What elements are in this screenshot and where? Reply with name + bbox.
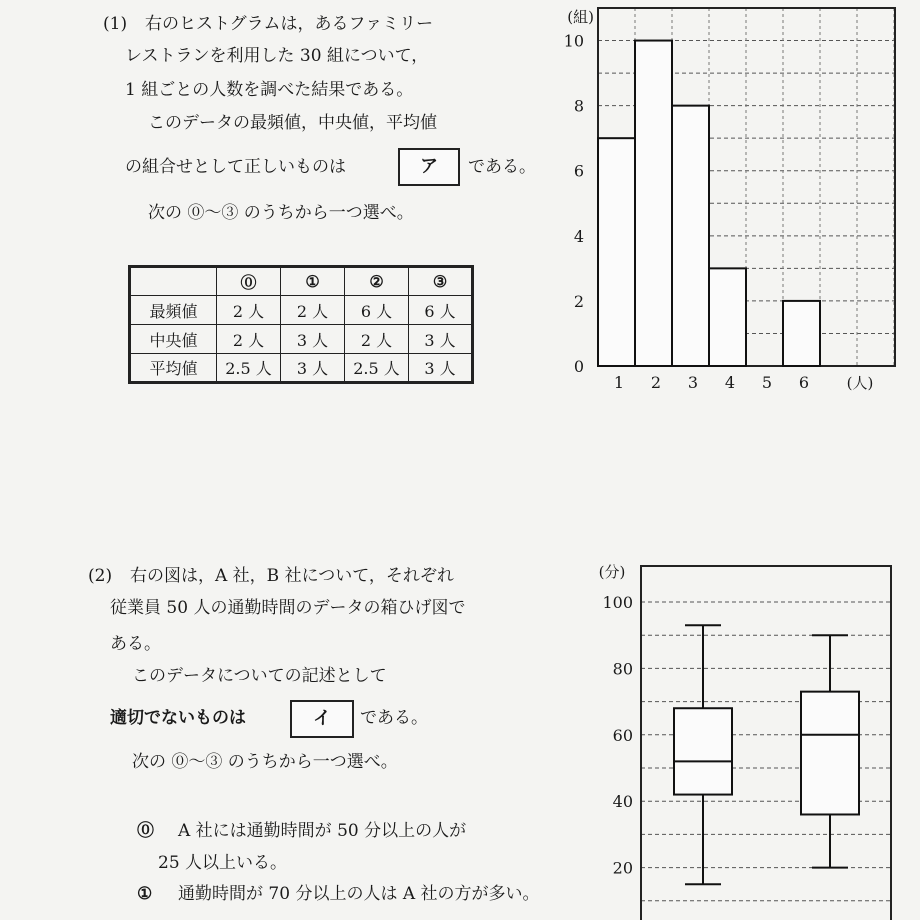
table-header-cell: ⓪ — [217, 267, 281, 296]
q1-line-5: の組合せとして正しいものは — [125, 157, 346, 177]
table-cell: 2.5 人 — [217, 354, 281, 383]
q2-line-5: 適切でないものは — [110, 708, 246, 728]
table-cell: 2.5 人 — [345, 354, 409, 383]
q2-number: (2) — [88, 566, 113, 586]
table-cell: 3 人 — [409, 325, 473, 354]
q1-number: (1) — [103, 14, 128, 34]
table-cell: 2 人 — [217, 325, 281, 354]
q1-line-2: レストランを利用した 30 組について， — [125, 46, 429, 66]
hist-bar — [709, 268, 746, 366]
table-cell: 2 人 — [281, 296, 345, 325]
box-y-axis-label: (分) — [598, 563, 626, 581]
table-cell: 3 人 — [281, 354, 345, 383]
q1-line-7: 次の ⓪～③ のうちから一つ選べ。 — [148, 203, 414, 223]
table-cell: 2 人 — [217, 296, 281, 325]
hist-bar — [635, 41, 672, 366]
table-cell: 6 人 — [345, 296, 409, 325]
hist-x-tick-label: 5 — [761, 373, 773, 392]
hist-bar — [783, 301, 820, 366]
q2-line-1: 右の図は，A 社，B 社について，それぞれ — [130, 566, 454, 586]
table-header-cell: ③ — [409, 267, 473, 296]
q1-answer-box: ア — [398, 148, 460, 186]
hist-y-axis-label: (組) — [567, 8, 594, 26]
box-y-tick-label: 40 — [612, 792, 633, 812]
hist-bar — [672, 106, 709, 366]
hist-y-tick-label: 10 — [563, 31, 584, 51]
table-cell: 3 人 — [409, 354, 473, 383]
table-row-label: 中央値 — [130, 325, 217, 354]
table-header-cell: ② — [345, 267, 409, 296]
hist-y-tick-label: 2 — [573, 291, 584, 311]
box-iqr-rect — [801, 692, 859, 815]
q2-line-2: 従業員 50 人の通勤時間のデータの箱ひげ図で — [110, 598, 466, 618]
box-iqr-rect — [674, 708, 732, 794]
hist-x-axis-label: (人) — [846, 374, 874, 392]
q2-answer-box: イ — [290, 700, 354, 738]
q2-line-7: 次の ⓪～③ のうちから一つ選べ。 — [132, 752, 398, 772]
hist-x-tick-label: 1 — [613, 373, 625, 392]
q2-choice-0-text-cont: 25 人以上いる。 — [158, 853, 288, 873]
hist-bar — [598, 138, 635, 366]
q1-line-6: である。 — [468, 157, 536, 177]
table-header-cell: ① — [281, 267, 345, 296]
box-y-tick-label: 60 — [612, 725, 633, 745]
q2-line-3: ある。 — [110, 634, 161, 654]
table-row-label: 最頻値 — [130, 296, 217, 325]
box-y-tick-label: 100 — [602, 593, 633, 612]
hist-y-tick-label: 6 — [573, 161, 584, 181]
q2-line-4: このデータについての記述として — [132, 666, 387, 686]
hist-x-tick-label: 6 — [798, 373, 810, 392]
hist-y-tick-label: 4 — [573, 226, 584, 246]
q2-choice-0-text: A 社には通勤時間が 50 分以上の人が — [178, 821, 467, 841]
hist-y-tick-label: 0 — [573, 357, 584, 376]
box-y-tick-label: 80 — [612, 659, 633, 679]
table-cell: 2 人 — [345, 325, 409, 354]
table-cell: 6 人 — [409, 296, 473, 325]
hist-x-tick-label: 2 — [650, 373, 662, 392]
hist-x-tick-label: 4 — [724, 373, 736, 392]
q2-choice-0-mark: ⓪ — [137, 821, 154, 841]
box-y-tick-label: 20 — [612, 858, 633, 878]
q1-line-3: 1 組ごとの人数を調べた結果である。 — [125, 80, 414, 100]
q2-choice-1-mark: ① — [137, 884, 153, 904]
q2-choice-1-text: 通勤時間が 70 分以上の人は A 社の方が多い。 — [178, 884, 540, 904]
q2-line-6: である。 — [360, 708, 428, 728]
hist-y-tick-label: 8 — [573, 96, 584, 116]
table-row-label: 平均値 — [130, 354, 217, 383]
q1-line-4: このデータの最頻値，中央値，平均値 — [148, 113, 437, 133]
q1-line-1: 右のヒストグラムは，あるファミリー — [145, 14, 434, 34]
hist-x-tick-label: 3 — [687, 373, 699, 392]
table-cell: 3 人 — [281, 325, 345, 354]
